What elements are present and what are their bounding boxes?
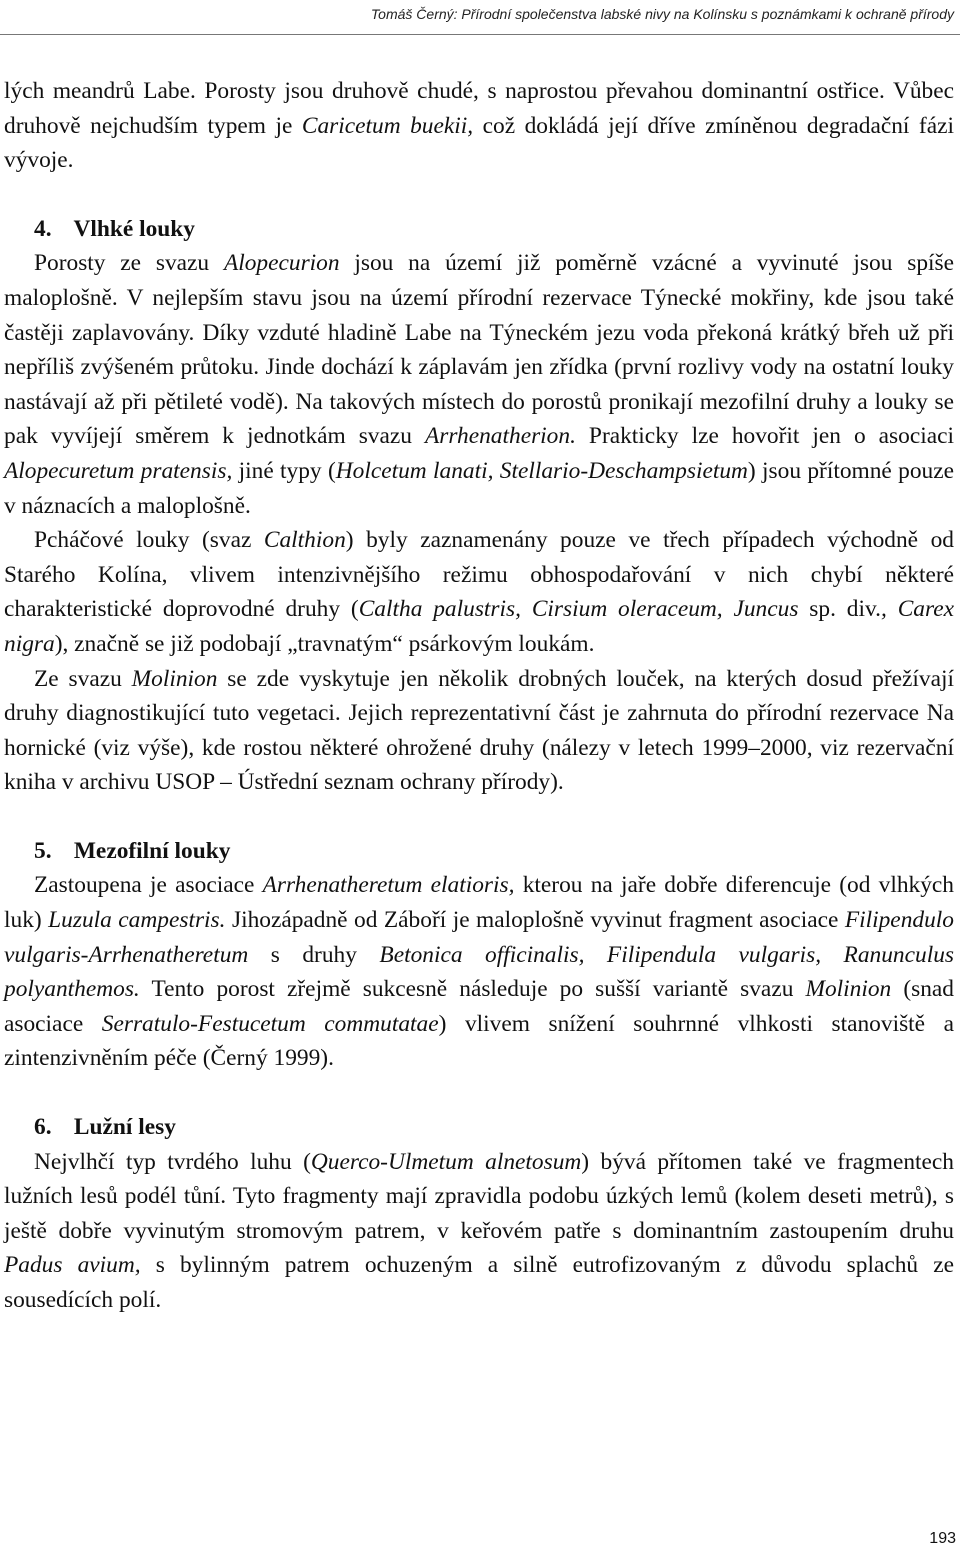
page-number: 193 — [929, 1530, 956, 1547]
text-run: (snad asociace — [4, 976, 954, 1037]
text-run: sp. div. — [798, 596, 881, 623]
section6-paragraph-1 — [4, 1145, 954, 1318]
text-run: se zde vyskytuje jen několik drobných louček, na kterých dosud přežívají druhy diagnostikující tuto vegetaci. Jejich reprezentativní část je zahrnuta do přírodní rezervace Na hornické (viz výše), kde rostou některé ohrožené druhy (nálezy v letech 1999–2000, viz rezervační kniha v archivu USOP – Ústřední seznam ochrany přírody). — [4, 665, 954, 796]
text-run: ) bývá přítomen také ve fragmentech lužních lesů podél tůní. Tyto fragmenty mají zpravidla podobu úzkých lemů (kolem deseti metrů), s ještě dobře vyvinutým stromovým patrem, v keřovém patře s dominantním zastoupením druhu — [4, 1148, 954, 1244]
species-name: Filipendulo vulgaris-Arrhenatheretum — [4, 907, 954, 968]
text-run: Prakticky lze hovořit jen o asociaci — [575, 423, 954, 450]
species-name: , Carex nigra — [4, 596, 954, 657]
species-name: Betonica officinalis, Filipendula vulgaris, Ranunculus polyanthemos. — [4, 941, 954, 1003]
text-run: jsou na území již poměrně vzácné a vyvinuté jsou spíše maloplošně. V nejlepším stavu jsou na území přírodní rezervace Týnecké mokřiny, kde jsou také častěji zaplavovány. Díky vzduté hladině Labe na Týneckém jezu voda překoná krátký břeh už při nepříliš zvýšeném průtoku. Jinde dochází k záplavám jen zřídka (první rozlivy vody na ostatní louky nastávají až při pětileté vodě). Na takových místech do porostů pronikají mezofilní druhy a louky se pak vyvíjejí směrem k jednotkám svazu — [4, 250, 954, 450]
section4-paragraph-2 — [4, 523, 954, 661]
text-run: ) byly zaznamenány pouze ve třech případech východně od Starého Kolína, vlivem intenzivnějšího režimu obhospodařování v nich chybí některé charakteristické doprovodné druhy ( — [4, 527, 954, 623]
text-run: kterou na jaře dobře diferencuje (od vlhkých luk) — [4, 872, 954, 934]
section-heading-5 — [4, 834, 954, 869]
section-title: Mezofilní louky — [73, 837, 231, 864]
species-name: Holcetum lanati, Stellario-Deschampsietum — [335, 457, 748, 484]
text-run: ), značně se již podobají „travnatým“ psárkovým loukám. — [54, 630, 595, 657]
species-name: Molinion — [131, 665, 218, 692]
text-run: s druhy — [248, 941, 380, 968]
page-body — [4, 74, 954, 1318]
text-run: jiné typy ( — [232, 457, 336, 484]
text-run: Pcháčové louky (svaz — [34, 527, 264, 554]
section-heading-6 — [4, 1110, 954, 1145]
text-run: Jihozápadně od Záboří je maloplošně vyvinut fragment asociace — [225, 907, 845, 934]
header-divider — [0, 34, 960, 35]
species-name: Luzula campestris. — [48, 907, 226, 934]
section4-paragraph-1 — [4, 246, 954, 523]
section5-paragraph-1 — [4, 868, 954, 1076]
section-number: 4. — [34, 215, 52, 242]
text-run: Zastoupena je asociace — [34, 872, 263, 899]
species-name: Querco-Ulmetum alnetosum — [310, 1148, 582, 1175]
text-run: Porosty ze svazu — [34, 250, 224, 277]
text-run: Nejvlhčí typ tvrdého luhu ( — [34, 1148, 311, 1175]
text-run: Ze svazu — [34, 665, 132, 692]
species-name: Calthion — [263, 527, 346, 554]
section-heading-4 — [4, 212, 954, 247]
species-name: Molinion — [805, 976, 892, 1003]
text-run: ) jsou přítomné pouze v náznacích a maloplošně. — [4, 457, 954, 519]
intro-paragraph — [4, 74, 954, 178]
species-name: Arrhenatherion. — [424, 423, 576, 450]
text-run: s bylinným patrem ochuzeným a silně eutrofizovaným z důvodu splachů ze sousedících polí. — [4, 1252, 954, 1313]
species-name: Caltha palustris, Cirsium oleraceum, Juncus — [358, 596, 799, 623]
species-name: Alopecurion — [223, 250, 340, 277]
species-name: Padus avium, — [4, 1252, 141, 1279]
text-run: což dokládá její dříve zmíněnou degradační fázi vývoje. — [4, 112, 954, 174]
text-run: Tento porost zřejmě sukcesně následuje po sušší variantě svazu — [139, 976, 806, 1003]
species-name: Alopecuretum pratensis, — [4, 457, 233, 484]
section-number: 6. — [34, 1114, 52, 1141]
text-run: lých meandrů Labe. Porosty jsou druhově chudé, s naprostou převahou dominantní ostřice. Vůbec druhově nejchudším typem je — [4, 78, 954, 139]
species-name: Serratulo-Festucetum commutatae — [101, 1010, 439, 1037]
species-name: Arrhenatheretum elatioris, — [262, 872, 515, 899]
section-number: 5. — [34, 837, 52, 864]
species-name: Caricetum buekii, — [301, 112, 474, 139]
running-header: Tomáš Černý: Přírodní společenstva labské nivy na Kolínsku s poznámkami k ochraně přírody — [370, 6, 954, 22]
section4-paragraph-3 — [4, 662, 954, 800]
section-title: Vlhké louky — [73, 215, 195, 242]
text-run: ) vlivem snížení souhrnné vlhkosti stanoviště a zintenzivněním péče (Černý 1999). — [4, 1010, 954, 1072]
section-title: Lužní lesy — [73, 1114, 176, 1141]
